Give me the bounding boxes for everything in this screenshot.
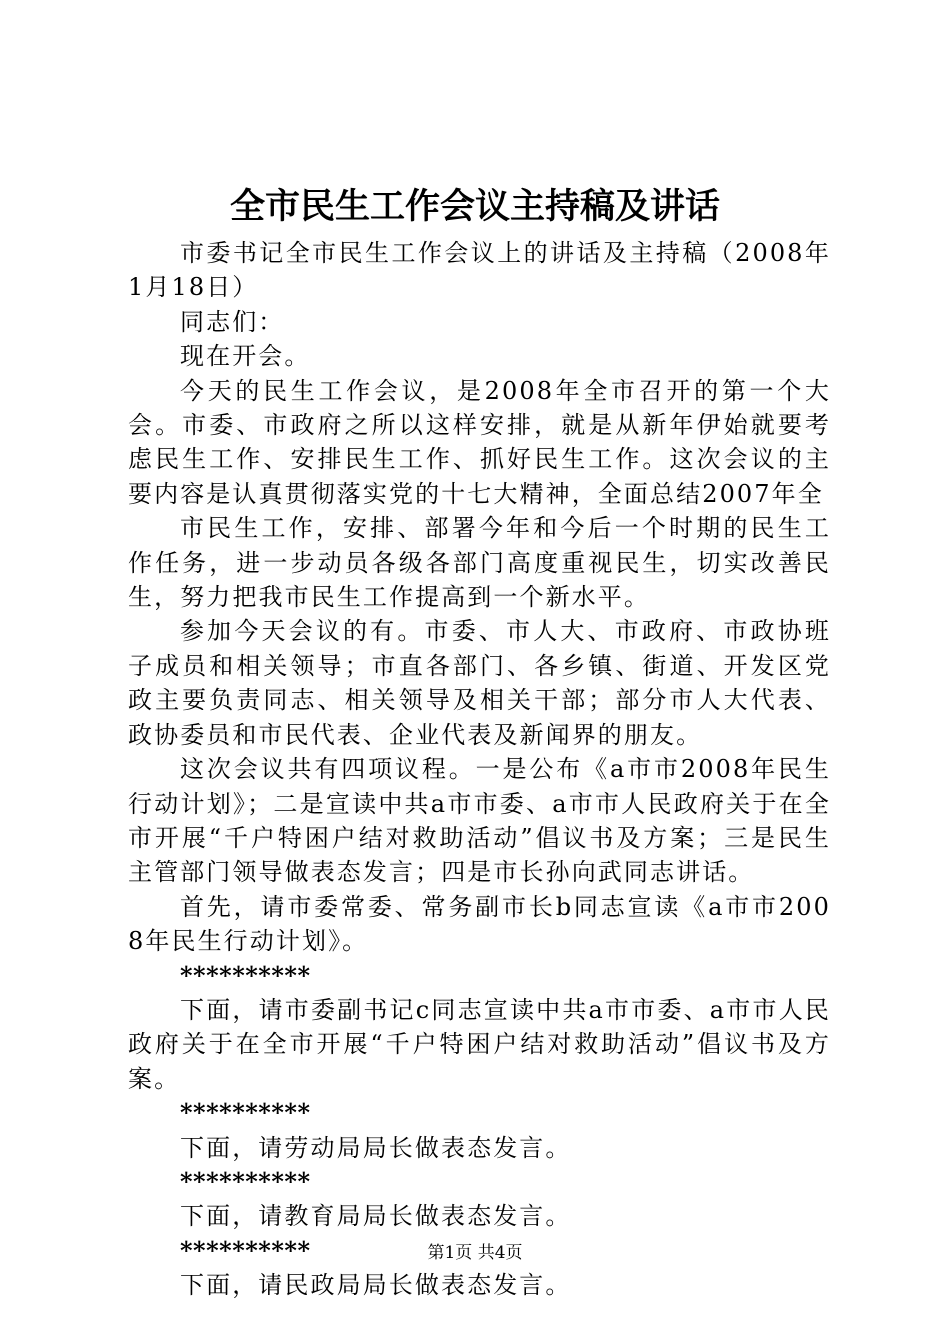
- paragraph-purpose-continued: 市民生工作，安排、部署今年和今后一个时期的民生工作任务，进一步动员各级各部门高度重视民生，切实改善民生，努力把我市民生工作提高到一个新水平。: [128, 514, 831, 612]
- paragraph-agenda: 这次会议共有四项议程。一是公布《a市市2008年民生行动计划》；二是宣读中共a市市委、a市市人民政府关于在全市开展“千户特困户结对救助活动”倡议书及方案；三是民生主管部门领导做表态发言；四是市长孙向武同志讲话。: [128, 755, 831, 887]
- separator-stars: **********: [180, 1235, 311, 1265]
- paragraph-civil-affairs-bureau: 下面，请民政局局长做表态发言。: [180, 1271, 572, 1300]
- separator-stars: **********: [180, 1098, 311, 1128]
- paragraph-attendees: 参加今天会议的有。市委、市人大、市政府、市政协班子成员和相关领导；市直各部门、各乡镇、街道、开发区党政主要负责同志、相关领导及相关干部；部分市人大代表、政协委员和市民代表、企业代表及新闻界的朋友。: [128, 617, 831, 749]
- separator-stars: **********: [180, 1166, 311, 1196]
- paragraph-education-bureau: 下面，请教育局局长做表态发言。: [180, 1202, 572, 1231]
- separator-stars: **********: [180, 960, 311, 990]
- paragraph-second-item: 下面，请市委副书记c同志宣读中共a市市委、a市市人民政府关于在全市开展“千户特困户结对救助活动”倡议书及方案。: [128, 995, 831, 1093]
- paragraph-labor-bureau: 下面，请劳动局局长做表态发言。: [180, 1133, 572, 1162]
- page-number-footer: 第1页 共4页: [427, 1243, 523, 1263]
- document-title: 全市民生工作会议主持稿及讲话: [229, 186, 720, 227]
- paragraph-open: 现在开会。: [180, 342, 311, 371]
- paragraph-greeting: 同志们：: [180, 307, 285, 336]
- document-body: [128, 236, 831, 1303]
- paragraph-intro: 市委书记全市民生工作会议上的讲话及主持稿（2008年1月18日）: [128, 239, 831, 302]
- paragraph-purpose: 今天的民生工作会议，是2008年全市召开的第一个大会。市委、市政府之所以这样安排，就是从新年伊始就要考虑民生工作、安排民生工作、抓好民生工作。这次会议的主要内容是认真贯彻落实党的十七大精神，全面总结2007年全: [128, 376, 831, 508]
- paragraph-first-item: 首先，请市委常委、常务副市长b同志宣读《a市市2008年民生行动计划》。: [128, 892, 831, 956]
